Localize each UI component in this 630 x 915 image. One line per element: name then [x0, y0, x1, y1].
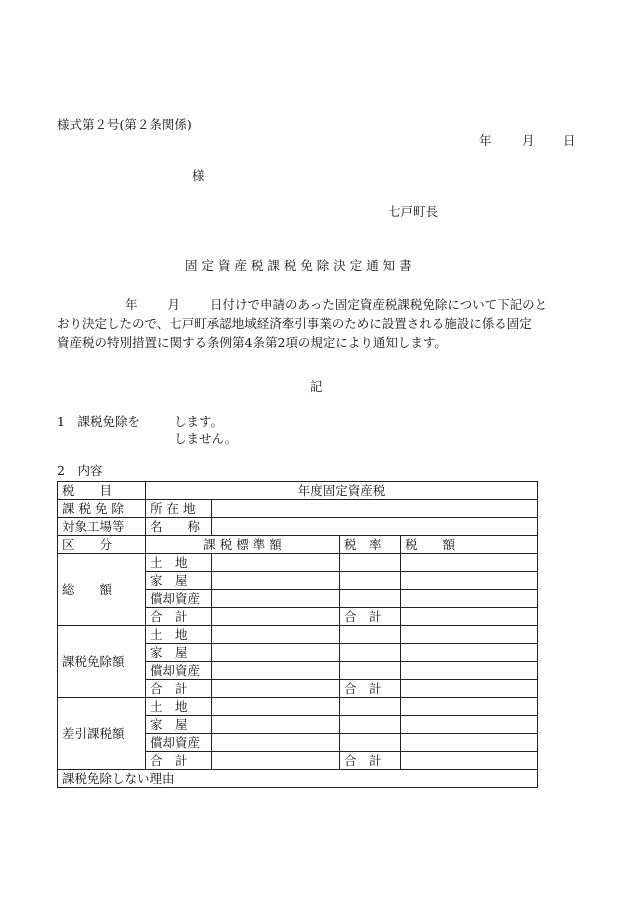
- row-label: 償却資産: [146, 734, 212, 752]
- table-row: [58, 554, 538, 572]
- table-row: [58, 482, 538, 500]
- group-label: 課税免除額: [58, 626, 146, 698]
- body-line-1-text: 日付けで申請のあった固定資産税課税免除について下記のと: [210, 297, 548, 312]
- table-header-row: [58, 536, 538, 554]
- group-label: 総 額: [58, 554, 146, 626]
- name-value: [212, 518, 538, 536]
- total-label: 合 計: [340, 608, 401, 626]
- location-value: [212, 500, 538, 518]
- ki-heading: 記: [310, 379, 323, 394]
- tax-header: 税 額: [401, 536, 538, 554]
- row-label: 土 地: [146, 554, 212, 572]
- reason-not-exempt: 課税免除しない理由: [58, 770, 538, 788]
- date-year: 年: [479, 133, 492, 148]
- group-label: 差引課税額: [58, 698, 146, 770]
- table-row: [58, 698, 538, 716]
- exempt-target-label-2: 対象工場等: [58, 518, 146, 536]
- kubun-header: 区 分: [58, 536, 146, 554]
- total-label: 合 計: [340, 752, 401, 770]
- item-2-label: 2 内容: [57, 463, 103, 478]
- row-label: 合 計: [146, 680, 212, 698]
- rate-header: 税 率: [340, 536, 401, 554]
- body-year: 年: [125, 297, 138, 312]
- row-label: 償却資産: [146, 662, 212, 680]
- tax-item-value: 年度固定資産税: [146, 482, 538, 500]
- row-label: 家 屋: [146, 644, 212, 662]
- row-label: 土 地: [146, 698, 212, 716]
- item-1-option-shimasu: します。: [174, 414, 224, 429]
- date-day: 日: [563, 133, 576, 148]
- content-table: [57, 481, 538, 788]
- location-label: 所 在 地: [146, 500, 212, 518]
- addressee-suffix: 様: [192, 168, 205, 183]
- body-line-2: おり決定したので、七戸町承認地域経済牽引事業のために設置される施設に係る固定: [57, 316, 532, 331]
- name-label: 名 称: [146, 518, 212, 536]
- table-row: [58, 626, 538, 644]
- item-1-label: 1 課税免除を: [57, 414, 140, 429]
- issuer: 七戸町長: [388, 204, 439, 219]
- row-label: 合 計: [146, 608, 212, 626]
- base-amount-header: 課 税 標 準 額: [146, 536, 340, 554]
- tax-item-label: 税 目: [58, 482, 146, 500]
- exempt-target-label-1: 課 税 免 除: [58, 500, 146, 518]
- row-label: 家 屋: [146, 716, 212, 734]
- body-line-3: 資産税の特別措置に関する条例第4条第2項の規定により通知します。: [57, 335, 447, 350]
- form-number: 様式第２号(第２条関係): [57, 117, 192, 132]
- body-month: 月: [167, 297, 181, 312]
- row-label: 合 計: [146, 752, 212, 770]
- item-1-option-shimasen: しません。: [174, 431, 238, 446]
- table-row: [58, 770, 538, 788]
- document-title: 固 定 資 産 税 課 税 免 除 決 定 通 知 書: [185, 258, 412, 273]
- row-label: 家 屋: [146, 572, 212, 590]
- row-label: 償却資産: [146, 590, 212, 608]
- row-label: 土 地: [146, 626, 212, 644]
- date-month: 月: [522, 133, 535, 148]
- table-row: [58, 500, 538, 518]
- body-line-1: [57, 295, 577, 314]
- body-paragraph: [57, 295, 577, 352]
- total-label: 合 計: [340, 680, 401, 698]
- table-row: [58, 518, 538, 536]
